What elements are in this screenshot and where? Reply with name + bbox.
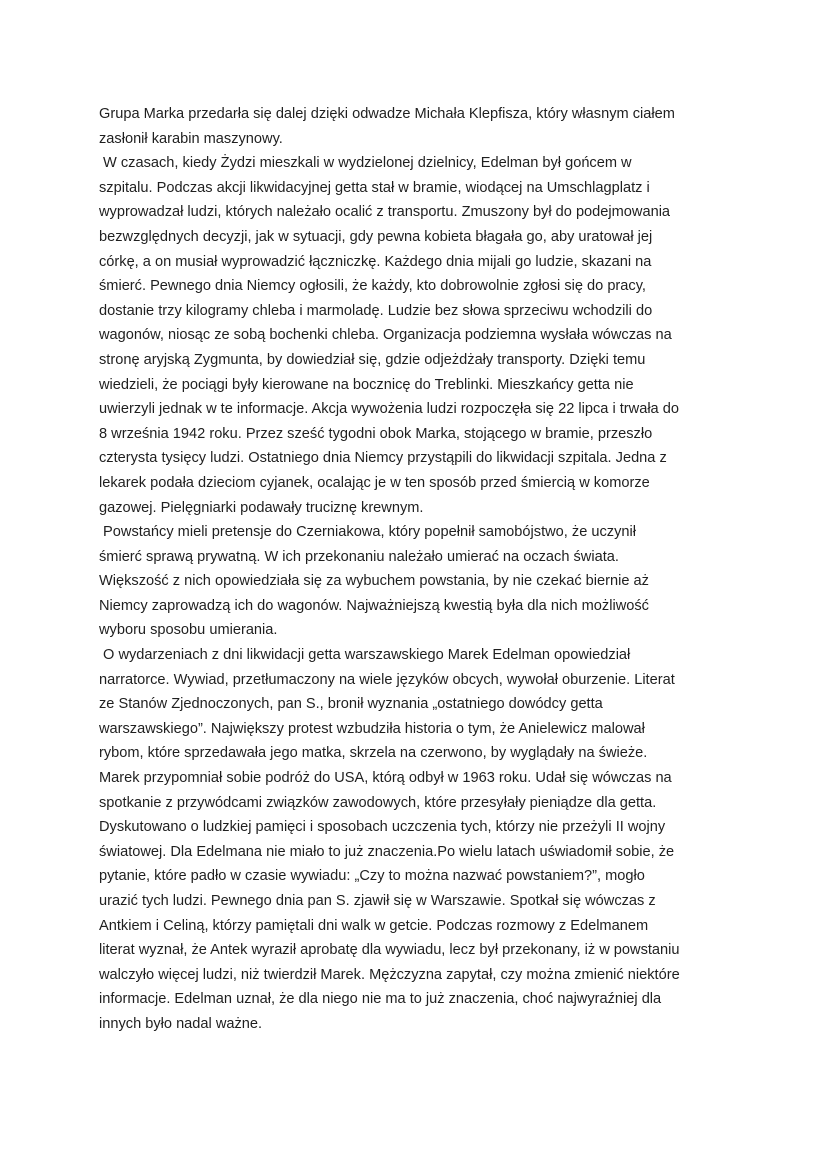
text-line: spotkanie z przywódcami związków zawodowych, które przesyłały pieniądze dla getta. <box>99 794 657 811</box>
text-line: O wydarzeniach z dni likwidacji getta warszawskiego Marek Edelman opowiedział <box>99 647 631 664</box>
text-line: córkę, a on musiał wyprowadzić łączniczkę. Każdego dnia mijali go ludzie, skazani na <box>99 253 652 270</box>
text-line: narratorce. Wywiad, przetłumaczony na wiele języków obcych, wywołał oburzenie. Literat <box>99 671 675 688</box>
text-line: światowej. Dla Edelmana nie miało to już znaczenia.Po wielu latach uświadomił sobie, że <box>99 843 675 860</box>
document-body-text <box>99 102 731 1037</box>
text-line: uwierzyli jednak w te informacje. Akcja wywożenia ludzi rozpoczęła się 22 lipca i trwała do <box>99 401 679 418</box>
text-line: bezwzględnych decyzji, jak w sytuacji, gdy pewna kobieta błagała go, aby uratował jej <box>99 228 653 245</box>
text-line: W czasach, kiedy Żydzi mieszkali w wydzielonej dzielnicy, Edelman był gońcem w <box>99 155 632 172</box>
text-line: dostanie trzy kilogramy chleba i marmoladę. Ludzie bez słowa sprzeciwu wchodzili do <box>99 302 653 319</box>
text-line: pytanie, które padło w czasie wywiadu: „Czy to można nazwać powstaniem?”, mogło <box>99 868 645 885</box>
text-line: Większość z nich opowiedziała się za wybuchem powstania, by nie czekać biernie aż <box>99 573 649 590</box>
text-line: wagonów, niosąc ze sobą bochenki chleba. Organizacja podziemna wysłała wówczas na <box>99 327 672 344</box>
text-line: śmierć. Pewnego dnia Niemcy ogłosili, że każdy, kto dobrowolnie zgłosi się do pracy, <box>99 278 646 295</box>
text-line: Grupa Marka przedarła się dalej dzięki odwadze Michała Klepfisza, który własnym ciałem <box>99 106 675 122</box>
text-line: śmierć sprawą prywatną. W ich przekonaniu należało umierać na oczach świata. <box>99 548 619 565</box>
text-line: Powstańcy mieli pretensje do Czerniakowa, który popełnił samobójstwo, że uczynił <box>99 524 636 541</box>
text-line: literat wyznał, że Antek wyraził aprobatę dla wywiadu, lecz był przekonany, iż w powstaniu <box>99 942 680 959</box>
text-line: walczyło więcej ludzi, niż twierdził Marek. Mężczyzna zapytał, czy można zmienić niektóre <box>99 966 680 983</box>
text-line: Antkiem i Celiną, którzy pamiętali dni walk w getcie. Podczas rozmowy z Edelmanem <box>99 917 649 934</box>
text-line: warszawskiego”. Największy protest wzbudziła historia o tym, że Anielewicz malował <box>99 720 645 737</box>
text-line: Marek przypomniał sobie podróż do USA, którą odbył w 1963 roku. Udał się wówczas na <box>99 770 672 787</box>
text-line: rybom, które sprzedawała jego matka, skrzela na czerwono, by wyglądały na świeże. <box>99 745 648 762</box>
text-line: lekarek podała dzieciom cyjanek, ocalając je w ten sposób przed śmiercią w komorze <box>99 474 650 491</box>
text-line: informacje. Edelman uznał, że dla niego nie ma to już znaczenia, choć najwyraźniej dla <box>99 991 662 1008</box>
text-line: Dyskutowano o ludzkiej pamięci i sposobach uczczenia tych, którzy nie przeżyli II wojny <box>99 819 666 836</box>
text-line: urazić tych ludzi. Pewnego dnia pan S. zjawił się w Warszawie. Spotkał się wówczas z <box>99 893 656 909</box>
text-line: wyprowadzał ludzi, których należało ocalić z transportu. Zmuszony był do podejmowania <box>99 204 671 221</box>
text-line: szpitalu. Podczas akcji likwidacyjnej getta stał w bramie, wiodącej na Umschlagplatz i <box>99 179 650 196</box>
text-line: gazowej. Pielęgniarki podawały truciznę krewnym. <box>99 499 424 516</box>
text-line: czterysta tysięcy ludzi. Ostatniego dnia Niemcy przystąpili do likwidacji szpitala. Jedna z <box>99 450 667 467</box>
text-line: ze Stanów Zjednoczonych, pan S., bronił wyznania „ostatniego dowódcy getta <box>99 696 603 713</box>
text-line: wiedzieli, że pociągi były kierowane na bocznicę do Treblinki. Mieszkańcy getta nie <box>99 376 634 393</box>
text-line: 8 września 1942 roku. Przez sześć tygodni obok Marka, stojącego w bramie, przeszło <box>99 425 653 442</box>
text-line: stronę aryjską Zygmunta, by dowiedział się, gdzie odjeżdżały transporty. Dzięki temu <box>99 351 646 368</box>
text-line: innych było nadal ważne. <box>99 1015 263 1032</box>
text-line: Niemcy zaprowadzą ich do wagonów. Najważniejszą kwestią była dla nich możliwość <box>99 597 649 614</box>
text-line: wyboru sposobu umierania. <box>99 622 278 639</box>
text-line: zasłonił karabin maszynowy. <box>99 130 283 147</box>
